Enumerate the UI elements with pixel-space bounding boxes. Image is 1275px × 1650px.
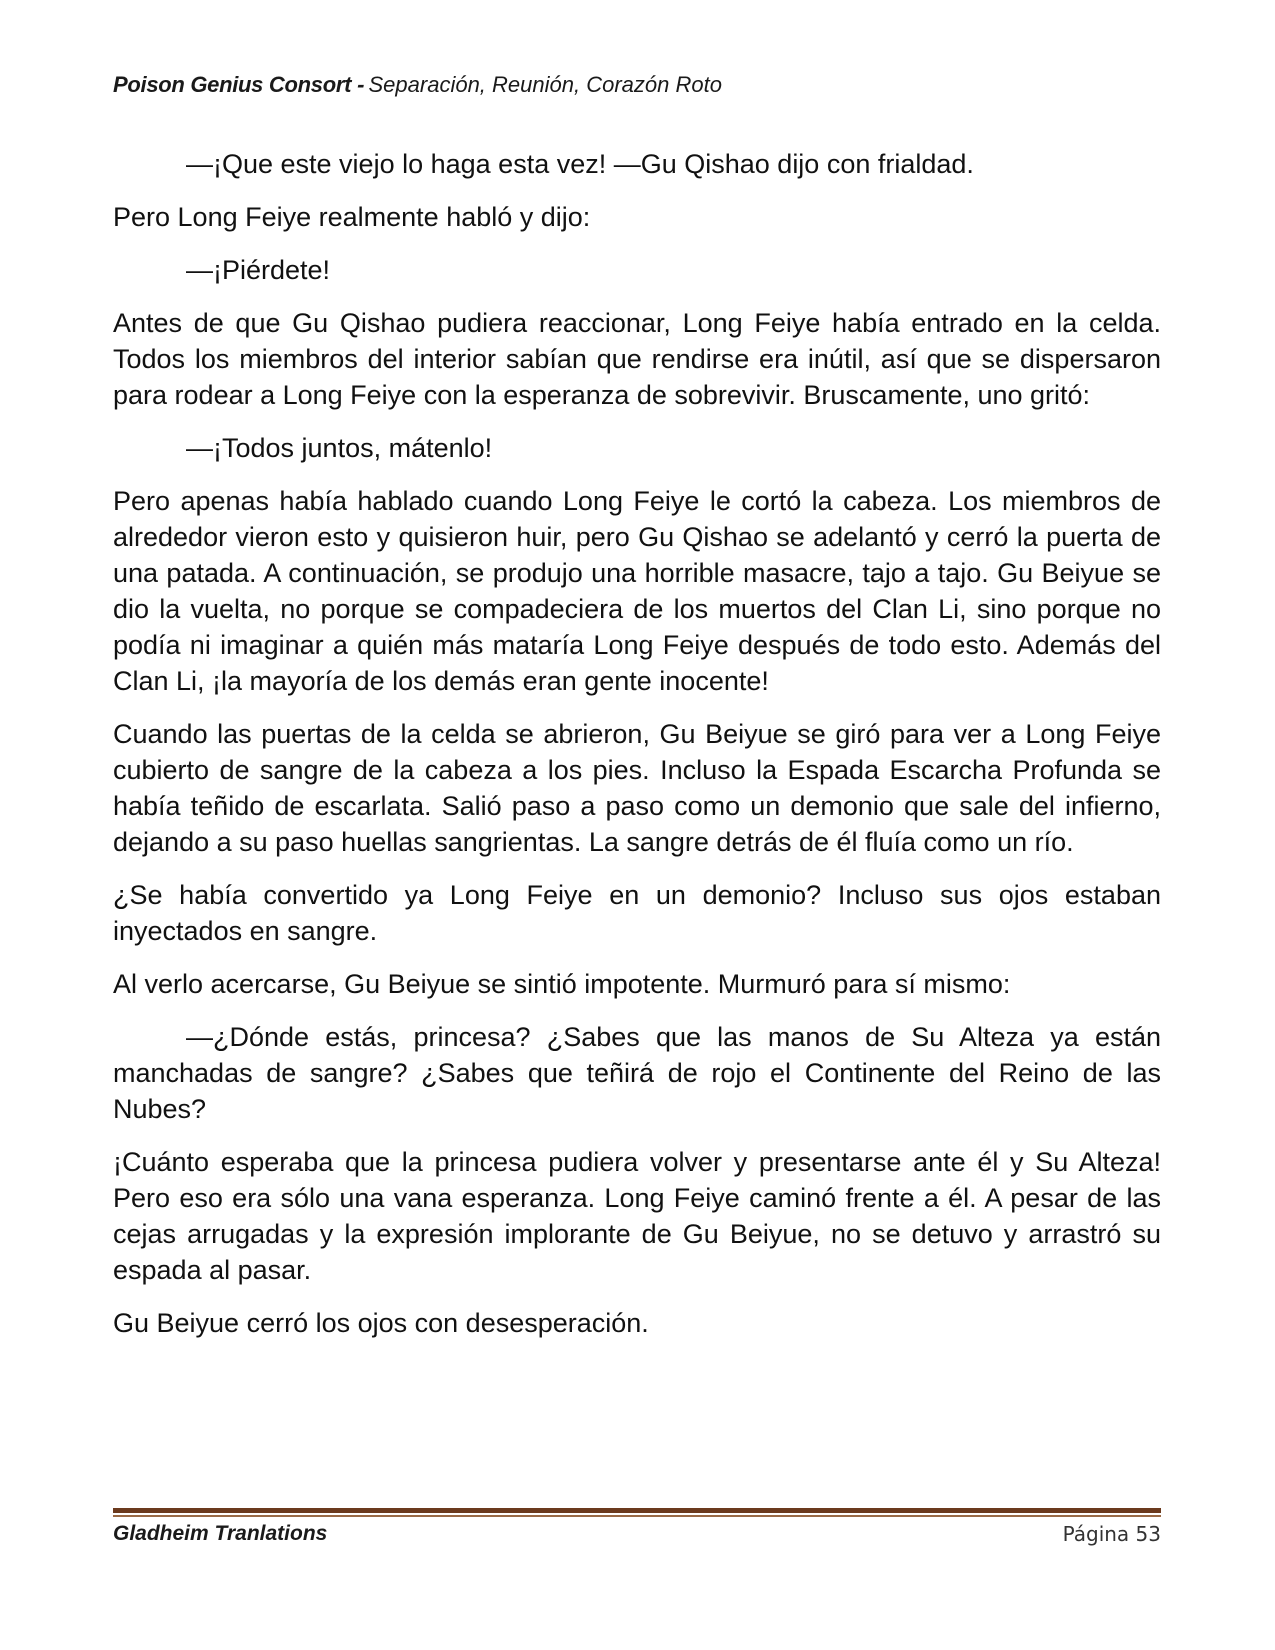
paragraph: Pero Long Feiye realmente habló y dijo: — [113, 202, 591, 232]
page-body — [113, 146, 1161, 1358]
paragraph: Cuando las puertas de la celda se abrieron, Gu Beiyue se giró para ver a Long Feiye cubierto de sangre de la cabeza a los pies. Incluso la Espada Escarcha Profunda se había teñido de escarlata. Salió paso a paso como un demonio que sale del infierno, dejando a su paso huellas sangrientas. La sangre detrás de él fluía como un río. — [113, 719, 1161, 857]
chapter-title: Separación, Reunión, Corazón Roto — [368, 72, 722, 97]
paragraph: Antes de que Gu Qishao pudiera reaccionar, Long Feiye había entrado en la celda. Todos los miembros del interior sabían que rendirse era inútil, así que se dispersaron para rodear a Long Feiye con la esperanza de sobrevivir. Bruscamente, uno gritó: — [113, 308, 1161, 410]
footer-divider — [113, 1508, 1161, 1513]
paragraph: Gu Beiyue cerró los ojos con desesperación. — [113, 1308, 649, 1338]
running-header — [113, 72, 722, 98]
page-number: Página 53 — [1062, 1522, 1161, 1546]
header-separator: - — [357, 72, 365, 97]
paragraph: —¡Que este viejo lo haga esta vez! —Gu Qishao dijo con frialdad. — [186, 149, 974, 179]
paragraph: ¿Se había convertido ya Long Feiye en un demonio? Incluso sus ojos estaban inyectados en sangre. — [113, 880, 1161, 946]
paragraph: —¡Todos juntos, mátenlo! — [186, 433, 493, 463]
book-title: Poison Genius Consort — [113, 72, 352, 97]
paragraph: Pero apenas había hablado cuando Long Feiye le cortó la cabeza. Los miembros de alrededor vieron esto y quisieron huir, pero Gu Qishao se adelantó y cerró la puerta de una patada. A continuación, se produjo una horrible masacre, tajo a tajo. Gu Beiyue se dio la vuelta, no porque se compadeciera de los muertos del Clan Li, sino porque no podía ni imaginar a quién más mataría Long Feiye después de todo esto. Además del Clan Li, ¡la mayoría de los demás eran gente inocente! — [113, 486, 1161, 696]
footer-divider-thin — [113, 1515, 1161, 1517]
paragraph: —¿Dónde estás, princesa? ¿Sabes que las manos de Su Alteza ya están manchadas de sangre? ¿Sabes que teñirá de rojo el Continente del Reino de las Nubes? — [113, 1022, 1161, 1124]
paragraph: ¡Cuánto esperaba que la princesa pudiera volver y presentarse ante él y Su Alteza! Pero eso era sólo una vana esperanza. Long Feiye caminó frente a él. A pesar de las cejas arrugadas y la expresión implorante de Gu Beiyue, no se detuvo y arrastró su espada al pasar. — [113, 1147, 1161, 1285]
publisher-name: Gladheim Tranlations — [113, 1522, 328, 1545]
paragraph: —¡Piérdete! — [186, 255, 331, 285]
paragraph: Al verlo acercarse, Gu Beiyue se sintió impotente. Murmuró para sí mismo: — [113, 969, 1011, 999]
